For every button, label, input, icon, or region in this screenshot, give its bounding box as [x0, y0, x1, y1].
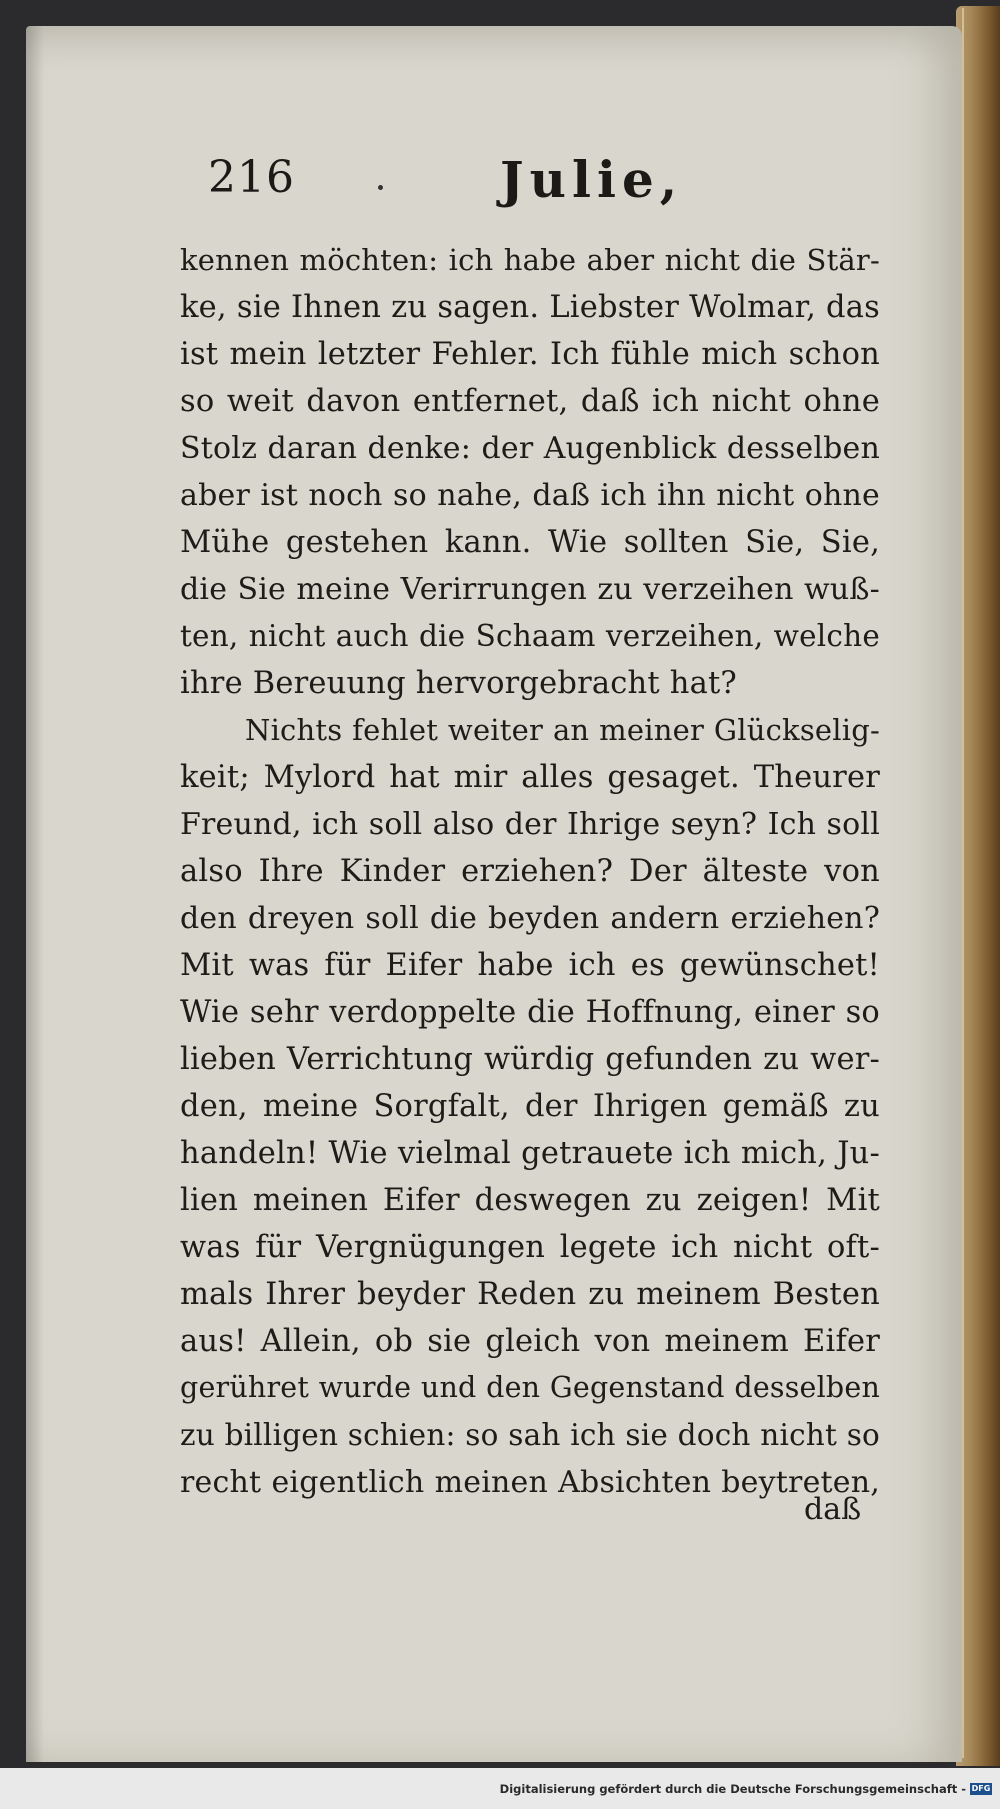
- digitization-credit: [500, 1782, 992, 1796]
- paragraph-start-line: Nichts fehlet weiter an meiner Glückselig-: [245, 713, 880, 747]
- text-line: keit; Mylord hat mir alles gesaget. Theurer: [180, 760, 880, 795]
- text-line: Stolz daran denke: der Augenblick desselben: [180, 431, 880, 466]
- text-line: so weit davon entfernet, daß ich nicht ohne: [180, 384, 880, 419]
- text-line: Wie sehr verdoppelte die Hoffnung, einer so: [180, 995, 880, 1030]
- text-line: den dreyen soll die beyden andern erziehen?: [180, 901, 880, 936]
- text-line: Mit was für Eifer habe ich es gewünschet!: [180, 948, 880, 983]
- text-line: kennen möchten: ich habe aber nicht die Stär-: [180, 243, 880, 277]
- text-line: lieben Verrichtung würdig gefunden zu wer-: [180, 1042, 880, 1077]
- text-line: Freund, ich soll also der Ihrige seyn? Ich soll: [180, 807, 880, 842]
- text-line: ihre Bereuung hervorgebracht hat?: [180, 666, 737, 701]
- text-line: lien meinen Eifer deswegen zu zeigen! Mit: [180, 1183, 880, 1218]
- text-line: recht eigentlich meinen Absichten beytreten,: [180, 1465, 880, 1500]
- text-line: also Ihre Kinder erziehen? Der älteste von: [180, 854, 880, 889]
- header-ornament-dot: [378, 185, 383, 190]
- text-line: aber ist noch so nahe, daß ich ihn nicht ohne: [180, 478, 880, 513]
- text-line: aus! Allein, ob sie gleich von meinem Eifer: [180, 1324, 880, 1359]
- page-edge-highlight: [962, 8, 964, 1758]
- text-line: gerühret wurde und den Gegenstand desselben: [180, 1371, 880, 1404]
- text-line: den, meine Sorgfalt, der Ihrigen gemäß zu: [180, 1089, 880, 1124]
- text-line: ist mein letzter Fehler. Ich fühle mich schon: [180, 337, 880, 372]
- credit-text: Digitalisierung gefördert durch die Deutsche Forschungsgemeinschaft -: [499, 1782, 966, 1796]
- catchword: daß: [804, 1492, 862, 1527]
- gutter-shadow: [26, 26, 44, 1762]
- text-line: was für Vergnügungen legete ich nicht oft-: [180, 1230, 880, 1265]
- running-title: Julie,: [500, 150, 684, 209]
- text-line: ten, nicht auch die Schaam verzeihen, welche: [180, 619, 880, 653]
- text-line: zu billigen schien: so sah ich sie doch nicht so: [180, 1418, 880, 1452]
- text-line: mals Ihrer beyder Reden zu meinem Besten: [180, 1277, 880, 1312]
- text-line: Mühe gestehen kann. Wie sollten Sie, Sie,: [180, 525, 880, 560]
- text-line: die Sie meine Verirrungen zu verzeihen wuß-: [180, 572, 880, 607]
- dfg-logo: DFG: [971, 1784, 991, 1793]
- page-number: 216: [208, 152, 295, 203]
- text-line: handeln! Wie vielmal getrauete ich mich, Ju-: [180, 1136, 880, 1171]
- text-line: ke, sie Ihnen zu sagen. Liebster Wolmar, das: [180, 290, 880, 325]
